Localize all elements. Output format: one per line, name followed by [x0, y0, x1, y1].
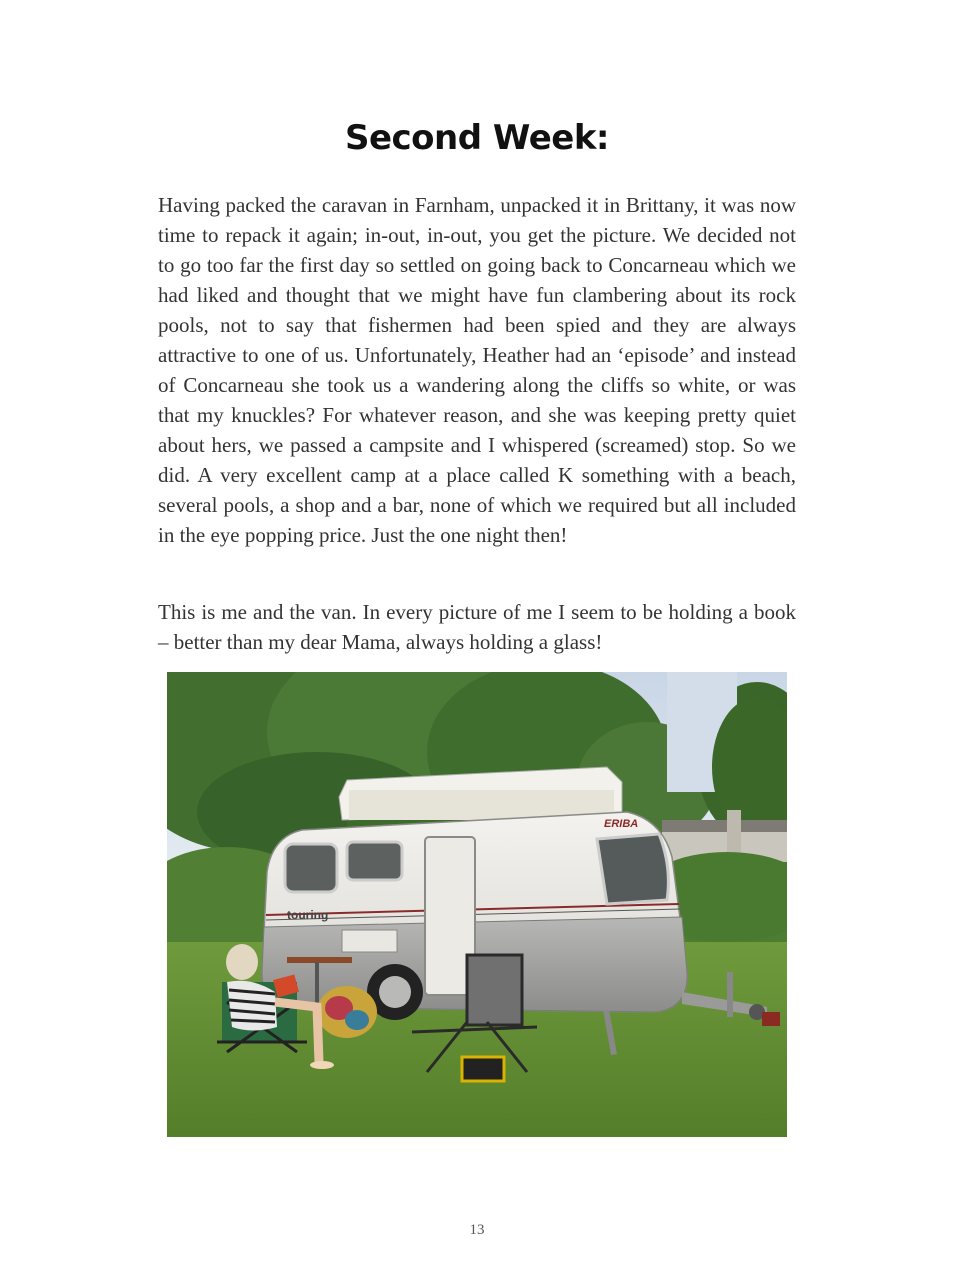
body-paragraph-2: This is me and the van. In every picture of me I seem to be holding a book – better than my dear Mama, always holding a glass!: [158, 600, 796, 654]
page-heading: Second Week:: [344, 118, 610, 158]
body-paragraph-1: Having packed the caravan in Farnham, unpacked it in Brittany, it was now time to repack it again; in-out, in-out, you get the picture. We decided not to go too far the first day so settled on going back to Concarneau which we had liked and thought that we might have fun clambering about its rock pools, not to say that fishermen had been spied and they are always attractive to one of us. Unfortunately, Heather had an ‘episode’ and instead of Concarneau she took us a wandering along the cliffs so white, or was that my knuckles? For whatever reason, and she was keeping pretty quiet about hers, we passed a campsite and I whispered (screamed) stop. So we did. A very excellent camp at a place called K something with a beach, several pools, a shop and a bar, none of which we required but all included in the eye popping price. Just the one night then!: [158, 193, 796, 547]
model-label: touring: [287, 908, 329, 922]
brand-logo: ERIBA: [604, 818, 639, 830]
caravan-photo: [167, 672, 787, 1137]
page-number: 13: [469, 1222, 485, 1238]
